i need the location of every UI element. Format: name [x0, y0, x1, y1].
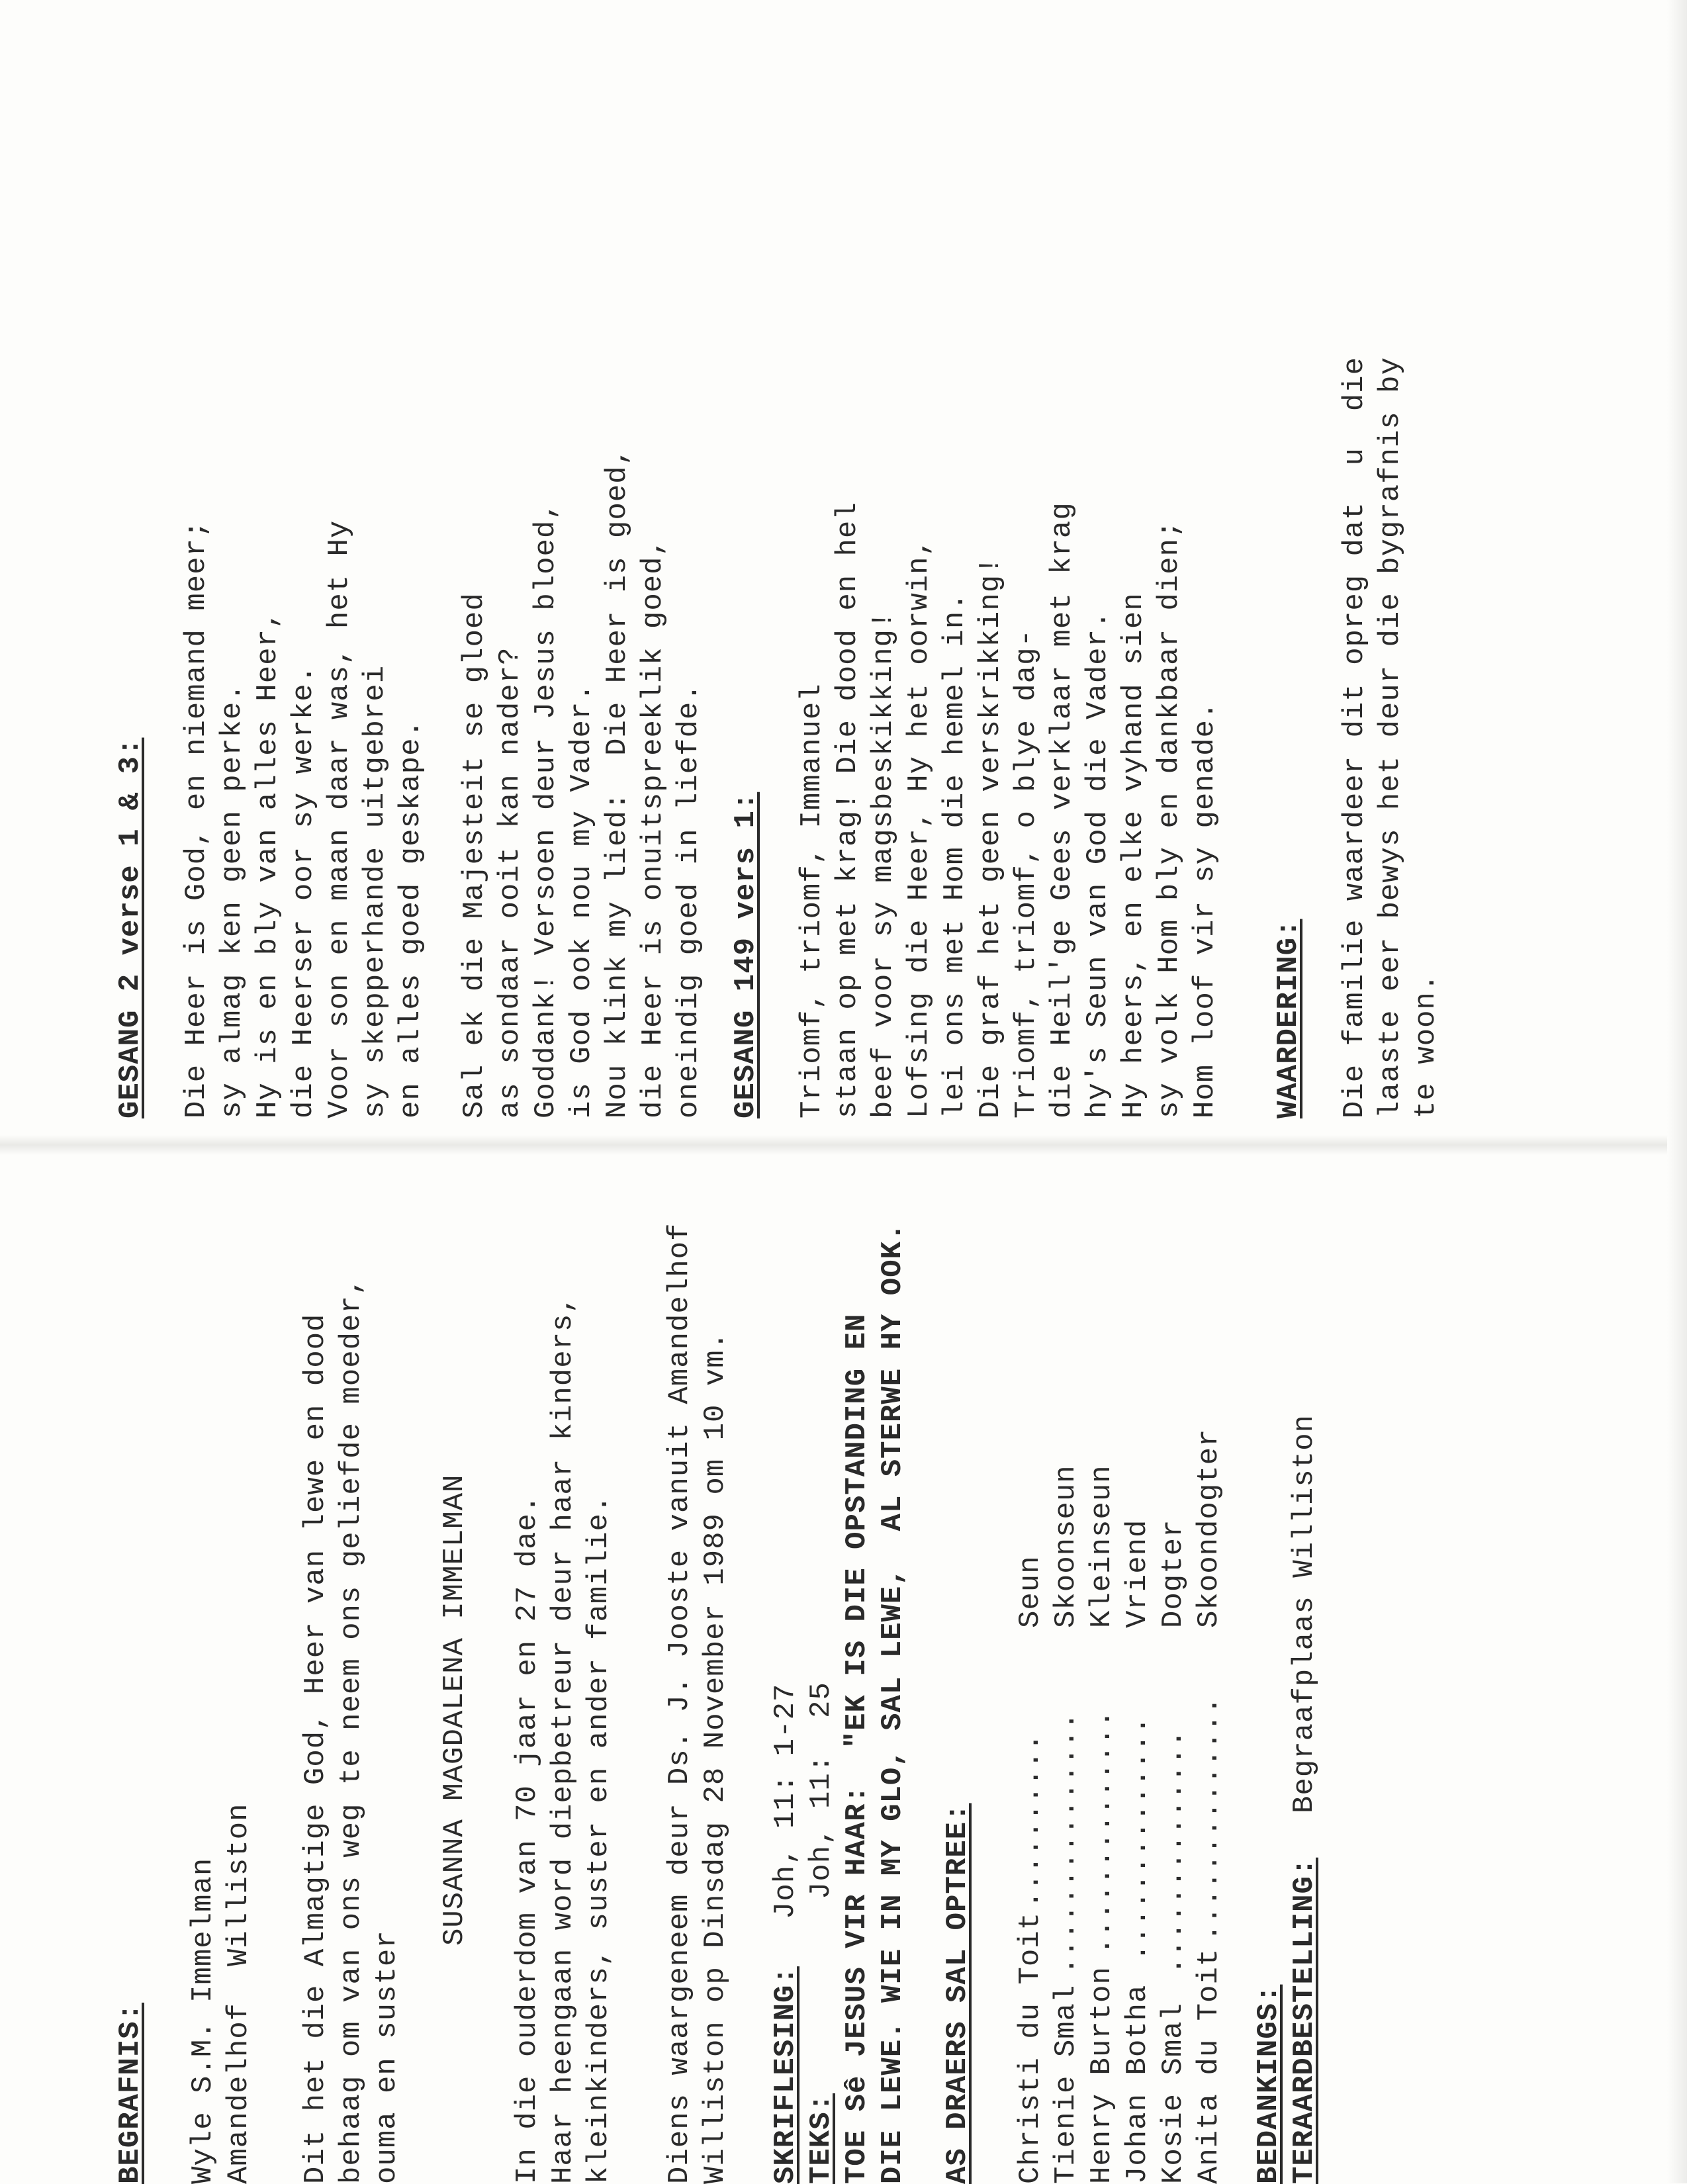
bearer-role: Dogter: [1156, 1520, 1191, 1628]
undertaker-label: TERAARDBESTELLING:: [1287, 1858, 1322, 2184]
age-line-2: Haar heengaan word diepbetreur deur haar kinders,: [545, 1295, 581, 2184]
hymn2-line: Die graf het geen verskrikking!: [973, 556, 1009, 1118]
bearer-name: Henry Burton: [1084, 1966, 1120, 2184]
hymn2-line: hy's Seun van God die Vader.: [1080, 611, 1116, 1118]
hymn1-verse3-line: die Heer is onuitspreeklik goed,: [635, 538, 671, 1118]
bearers-heading: AS DRAERS SAL OPTREE:: [940, 1803, 976, 2184]
hymn1-line: en alles goed geskape.: [393, 719, 429, 1118]
hymn2-line: Triomf, triomf, o blye dag-: [1009, 629, 1044, 1118]
bearer-role: Vriend: [1120, 1520, 1156, 1628]
bearer-role: Skoondogter: [1191, 1429, 1227, 1628]
bearer-name: Kosie Smal: [1156, 2003, 1191, 2184]
hymn1-line: Die Heer is God, en niemand meer;: [179, 520, 214, 1118]
age-line-3: kleinkinders, suster en ander familie.: [581, 1495, 617, 2184]
bearer-name: Anita du Toit: [1191, 1948, 1227, 2184]
reading-value: Joh, 11: 1-27: [768, 1684, 803, 1919]
hymn2-line: lei ons met Hom die hemel in.: [937, 592, 973, 1118]
bearer-name: Johan Botha: [1120, 1985, 1156, 2184]
bearer-dots: ..............: [1120, 1717, 1156, 1979]
hymn1-verse3-line: oneindig goed in liefde.: [671, 683, 707, 1118]
hymn1-line: die Heerser oor sy werke.: [286, 665, 322, 1118]
bearer-dots: ...............: [1048, 1713, 1084, 1992]
hymn1-verse3-line: Goddank! Versoen deur Jesus bloed,: [528, 502, 564, 1118]
hymn2-line: Lofsing die Heer, Hy het oorwin,: [901, 538, 937, 1118]
deceased-address: Amandelhof Williston: [221, 1803, 257, 2184]
bearer-name: Tienie Smal: [1048, 1985, 1084, 2184]
quote-line-2: DIE LEWE. WIE IN MY GLO, SAL LEWE, AL STERWE HY OOK.: [875, 1223, 911, 2184]
bearer-role: Seun: [1013, 1555, 1048, 1628]
reading-label: SKRIFLESING:: [768, 1966, 803, 2184]
hymn1-line: sy almag ken geen perke.: [214, 683, 250, 1118]
bearer-role: Kleinseun: [1084, 1465, 1120, 1628]
hymn1-verse3-line: Nou klink my lied: Die Heer is goed,: [600, 447, 635, 1118]
funeral-details-page: [106, 1066, 1687, 2184]
intro-line-2: behaag om van ons weg te neem ons geliefde moeder,: [334, 1277, 369, 2184]
hymn1-line: Voor son en maan daar was, het Hy: [322, 520, 357, 1118]
service-line-2: Williston op Dinsdag 28 November 1989 om 10 vm.: [698, 1332, 733, 2184]
service-line-1: Diens waargeneem deur Ds. J. Jooste vanuit Amandelhof: [662, 1223, 698, 2184]
bearer-role: Skoonseun: [1048, 1465, 1084, 1628]
appreciation-line: laaste eer bewys het deur die bygrafnis by: [1373, 357, 1408, 1118]
bearer-dots: ..........: [1013, 1734, 1048, 1926]
appreciation-title: WAARDERING:: [1271, 919, 1306, 1118]
quote-line-1: TOE Sê JESUS VIR HAAR: "EK IS DIE OPSTANDING EN: [839, 1314, 875, 2184]
undertaker-value: Begraafplaas Williston: [1287, 1414, 1322, 1813]
hymns-page: [106, 0, 1687, 1118]
hymn1-line: sy skepperhande uitgebrei: [357, 665, 393, 1118]
hymn2-line: beef voor sy magsbeskikking!: [866, 611, 901, 1118]
deceased-name: Wyle S.M. Immelman: [185, 1858, 221, 2184]
bearer-dots: ..............: [1191, 1697, 1227, 1959]
thanks-label: BEDANKINGS:: [1251, 1985, 1287, 2184]
full-name: SUSANNA MAGDALENA IMMELMAN: [437, 1474, 473, 1946]
bearer-name: Christi du Toit: [1013, 1912, 1048, 2184]
hymn1-verse3-line: Sal ek die Majesteit se gloed: [457, 592, 492, 1118]
intro-line-3: ouma en suster: [369, 1930, 405, 2184]
hymn1-title: GESANG 2 verse 1 & 3:: [113, 738, 148, 1119]
text-value: Joh, 11: 25: [803, 1682, 839, 1899]
hymn2-line: Triomf, triomf, Immanuel: [794, 683, 830, 1118]
hymn1-verse3-line: is God ook nou my Vader.: [564, 683, 600, 1118]
bearer-dots: ..............: [1156, 1730, 1191, 1992]
intro-line-1: Dit het die Almagtige God, Heer van lewe en dood: [298, 1314, 334, 2184]
appreciation-line: te woon.: [1408, 974, 1444, 1118]
hymn2-title: GESANG 149 vers 1:: [728, 792, 764, 1118]
bearer-dots: ..............: [1084, 1710, 1120, 1972]
appreciation-line: Die familie waardeer dit opreg dat u die: [1337, 357, 1373, 1118]
age-line-1: In die ouderdom van 70 jaar en 27 dae.: [510, 1495, 545, 2184]
hymn2-line: Hy heers, en elke vyhand sien: [1116, 592, 1152, 1118]
text-label: TEKS:: [803, 2093, 839, 2184]
hymn2-line: die Heil'ge Gees verklaar met krag: [1044, 502, 1080, 1118]
hymn2-line: staan op met krag! Die dood en hel: [830, 502, 866, 1118]
hymn1-verse3-line: as sondaar ooit kan nader?: [492, 647, 528, 1118]
hymn1-line: Hy is en bly van alles Heer,: [250, 611, 286, 1118]
heading-begrafnis: BEGRAFNIS:: [113, 2003, 148, 2184]
hymn2-line: sy volk Hom bly en dankbaar dien;: [1152, 520, 1187, 1118]
hymn2-line: Hom loof vir sy genade.: [1187, 702, 1223, 1118]
